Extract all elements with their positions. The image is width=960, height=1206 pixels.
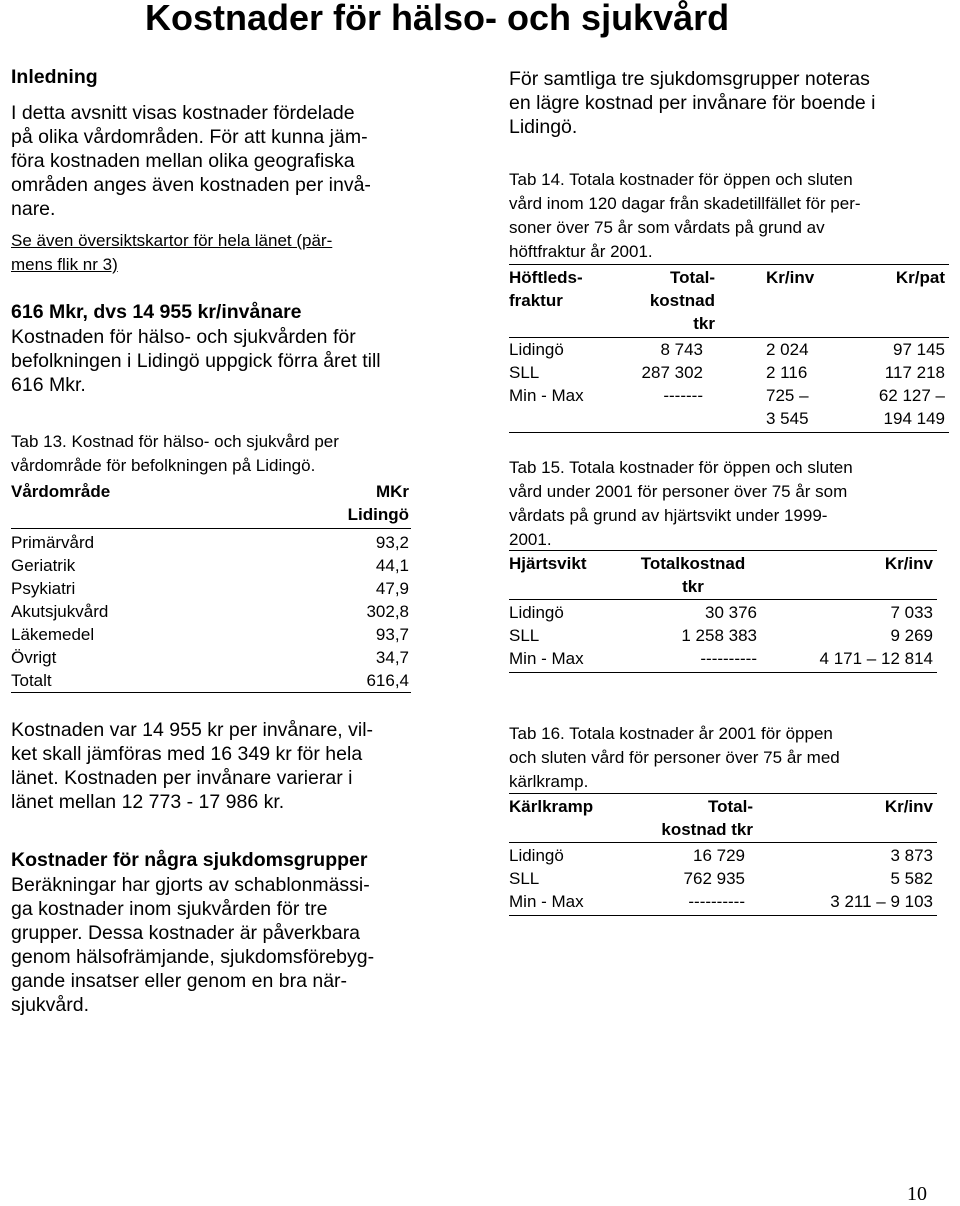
text-line: Kostnaden var 14 955 kr per invånare, vil-	[11, 719, 374, 741]
row-value: 2 024	[766, 340, 809, 359]
table-row	[509, 601, 937, 624]
row-value: 302,8	[366, 602, 409, 621]
table-row	[509, 338, 949, 361]
text-line: I detta avsnitt visas kostnader fördelade	[11, 102, 355, 124]
header-line: fraktur	[509, 291, 563, 310]
row-value: ----------	[688, 892, 745, 911]
table-body	[509, 601, 937, 670]
tab16-caption	[509, 722, 937, 794]
tab14-table	[509, 264, 949, 434]
table-rule	[11, 692, 411, 693]
text-line: på olika vårdområden. För att kunna jäm-	[11, 126, 368, 148]
header-line: Total-	[707, 797, 753, 816]
table-row	[11, 646, 411, 669]
table-row	[509, 407, 949, 430]
text-line: vård inom 120 dagar från skadetillfället för per-	[509, 194, 861, 213]
table-row	[509, 361, 949, 384]
table-body	[509, 844, 937, 913]
column-header: Vårdområde	[11, 482, 111, 501]
header-line: tkr	[682, 577, 704, 596]
header-line: kostnad tkr	[661, 820, 753, 839]
row-value: 16 729	[693, 846, 745, 865]
row-label: Lidingö	[509, 603, 564, 622]
row-value: 117 218	[884, 363, 945, 382]
intro-paragraph	[11, 101, 411, 221]
text-line: Se även översiktskartor för hela länet (pär-	[11, 231, 333, 250]
table-row	[11, 577, 411, 600]
table-rule	[509, 550, 937, 551]
column-header: Hjärtsvikt	[509, 554, 587, 573]
page-number: 10	[907, 1183, 927, 1205]
summary-paragraph	[11, 325, 411, 397]
row-label: Lidingö	[509, 846, 564, 865]
column-header: Kr/inv	[884, 554, 933, 573]
summary-heading: 616 Mkr, dvs 14 955 kr/invånare	[11, 301, 302, 323]
tab16-table	[509, 793, 937, 917]
tab15-table	[509, 550, 937, 674]
row-value: 287 302	[641, 363, 703, 382]
row-label: Akutsjukvård	[11, 602, 109, 621]
text-line: soner över 75 år som vårdats på grund av	[509, 218, 825, 237]
row-value: 8 743	[660, 340, 703, 359]
row-value: 97 145	[893, 340, 945, 359]
row-value: 30 376	[705, 603, 757, 622]
tab13-caption	[11, 430, 411, 478]
row-label: Geriatrik	[11, 556, 76, 575]
table-rule	[509, 599, 937, 600]
row-value: -------	[663, 386, 703, 405]
header-line: Totalkostnad	[640, 554, 746, 573]
row-label: Övrigt	[11, 648, 57, 667]
page-title: Kostnader för hälso- och sjukvård	[145, 0, 730, 38]
table-rule	[509, 842, 937, 843]
text-line: Tab 16. Totala kostnader år 2001 för öppen	[509, 724, 833, 743]
row-label: Lidingö	[509, 340, 564, 359]
table-row	[509, 647, 937, 670]
column-header: Lidingö	[347, 505, 409, 524]
right-intro-paragraph	[509, 67, 937, 139]
row-label: Min - Max	[509, 892, 584, 911]
text-line: föra kostnaden mellan olika geografiska	[11, 150, 355, 172]
text-line: För samtliga tre sjukdomsgrupper noteras	[509, 68, 870, 90]
row-label: Läkemedel	[11, 625, 95, 644]
text-line: länet mellan 12 773 - 17 986 kr.	[11, 791, 285, 813]
row-label: SLL	[509, 869, 540, 888]
row-value: 44,1	[375, 556, 409, 575]
row-label: Totalt	[11, 671, 52, 690]
row-value: 3 545	[766, 409, 809, 428]
column-header	[509, 266, 583, 312]
table-row	[11, 623, 411, 646]
row-value: 62 127 –	[878, 386, 945, 405]
row-label: Primärvård	[11, 533, 95, 552]
text-line: Lidingö.	[509, 116, 578, 138]
text-line: mens flik nr 3)	[11, 255, 118, 274]
row-label: Min - Max	[509, 649, 584, 668]
see-also-link[interactable]	[11, 229, 411, 277]
text-line: områden anges även kostnaden per invå-	[11, 174, 371, 196]
text-line: en lägre kostnad per invånare för boende i	[509, 92, 876, 114]
text-line: nare.	[11, 198, 56, 220]
table-row	[11, 554, 411, 577]
table-header	[11, 503, 411, 526]
text-line: höftfraktur år 2001.	[509, 242, 653, 261]
table-row	[509, 844, 937, 867]
table-row	[509, 867, 937, 890]
row-label: Psykiatri	[11, 579, 76, 598]
text-line: gande insatser eller genom en bra när-	[11, 970, 348, 992]
column-header	[633, 795, 753, 841]
table-row	[11, 531, 411, 554]
row-value: 9 269	[890, 626, 933, 645]
table-row	[11, 600, 411, 623]
row-value: 725 –	[766, 386, 809, 405]
row-value: 93,7	[375, 625, 409, 644]
column-header: Kr/inv	[766, 268, 815, 287]
table-row	[509, 890, 937, 913]
text-line: ga kostnader inom sjukvården för tre	[11, 898, 328, 920]
table-rule	[509, 915, 937, 916]
column-header	[630, 552, 756, 598]
row-value: 762 935	[683, 869, 745, 888]
tab15-caption	[509, 456, 937, 552]
table-rule	[509, 264, 949, 265]
text-line: länet. Kostnaden per invånare varierar i	[11, 767, 353, 789]
table-rule	[509, 432, 949, 433]
text-line: Kostnaden för hälso- och sjukvården för	[11, 326, 356, 348]
text-line: Tab 13. Kostnad för hälso- och sjukvård per	[11, 432, 339, 451]
row-label: SLL	[509, 363, 540, 382]
row-value: 3 873	[890, 846, 933, 865]
text-line: och sluten vård för personer över 75 år med	[509, 748, 840, 767]
text-line: sjukvård.	[11, 994, 90, 1016]
row-value: 34,7	[375, 648, 409, 667]
row-value: 2 116	[766, 363, 808, 382]
text-line: vård under 2001 för personer över 75 år som	[509, 482, 848, 501]
intro-heading: Inledning	[11, 66, 98, 88]
text-line: 616 Mkr.	[11, 374, 86, 396]
row-value: 4 171 – 12 814	[819, 649, 933, 668]
text-line: Beräkningar har gjorts av schablonmässi-	[11, 874, 370, 896]
row-value: 194 149	[883, 409, 945, 428]
column-header: Kr/pat	[895, 268, 945, 287]
header-line: Total-	[669, 268, 715, 287]
table-body	[509, 338, 949, 430]
table-row	[509, 384, 949, 407]
row-value: 3 211 – 9 103	[830, 892, 933, 911]
groups-paragraph	[11, 873, 411, 1017]
text-line: 2001.	[509, 530, 552, 549]
text-line: genom hälsofrämjande, sjukdomsförebyg-	[11, 946, 375, 968]
table-row	[11, 669, 411, 692]
row-value: 47,9	[375, 579, 409, 598]
text-line: kärlkramp.	[509, 772, 589, 791]
table-rule	[509, 793, 937, 794]
header-line: tkr	[693, 314, 715, 333]
text-line: vårdats på grund av hjärtsvikt under 1999-	[509, 506, 828, 525]
table-rule	[11, 528, 411, 529]
row-label: Min - Max	[509, 386, 584, 405]
tab13-table	[11, 480, 411, 692]
column-header	[619, 266, 715, 335]
row-value: 1 258 383	[681, 626, 757, 645]
row-value: ----------	[700, 649, 757, 668]
row-label: SLL	[509, 626, 540, 645]
text-line: Tab 15. Totala kostnader för öppen och sluten	[509, 458, 853, 477]
cost-paragraph	[11, 718, 411, 814]
table-rule	[509, 672, 937, 673]
text-line: ket skall jämföras med 16 349 kr för hela	[11, 743, 363, 765]
header-line: kostnad	[649, 291, 715, 310]
table-row	[509, 624, 937, 647]
table-header	[11, 480, 411, 503]
row-value: 616,4	[366, 671, 409, 690]
row-value: 7 033	[890, 603, 933, 622]
row-value: 93,2	[375, 533, 409, 552]
column-header: Kärlkramp	[509, 797, 594, 816]
column-header: MKr	[375, 482, 409, 501]
row-value: 5 582	[890, 869, 933, 888]
tab14-caption	[509, 168, 937, 264]
column-header: Kr/inv	[884, 797, 933, 816]
text-line: befolkningen i Lidingö uppgick förra året till	[11, 350, 381, 372]
text-line: vårdområde för befolkningen på Lidingö.	[11, 456, 316, 475]
text-line: Tab 14. Totala kostnader för öppen och sluten	[509, 170, 853, 189]
text-line: grupper. Dessa kostnader är påverkbara	[11, 922, 361, 944]
groups-heading: Kostnader för några sjukdomsgrupper	[11, 849, 368, 871]
header-line: Höftleds-	[509, 268, 583, 287]
